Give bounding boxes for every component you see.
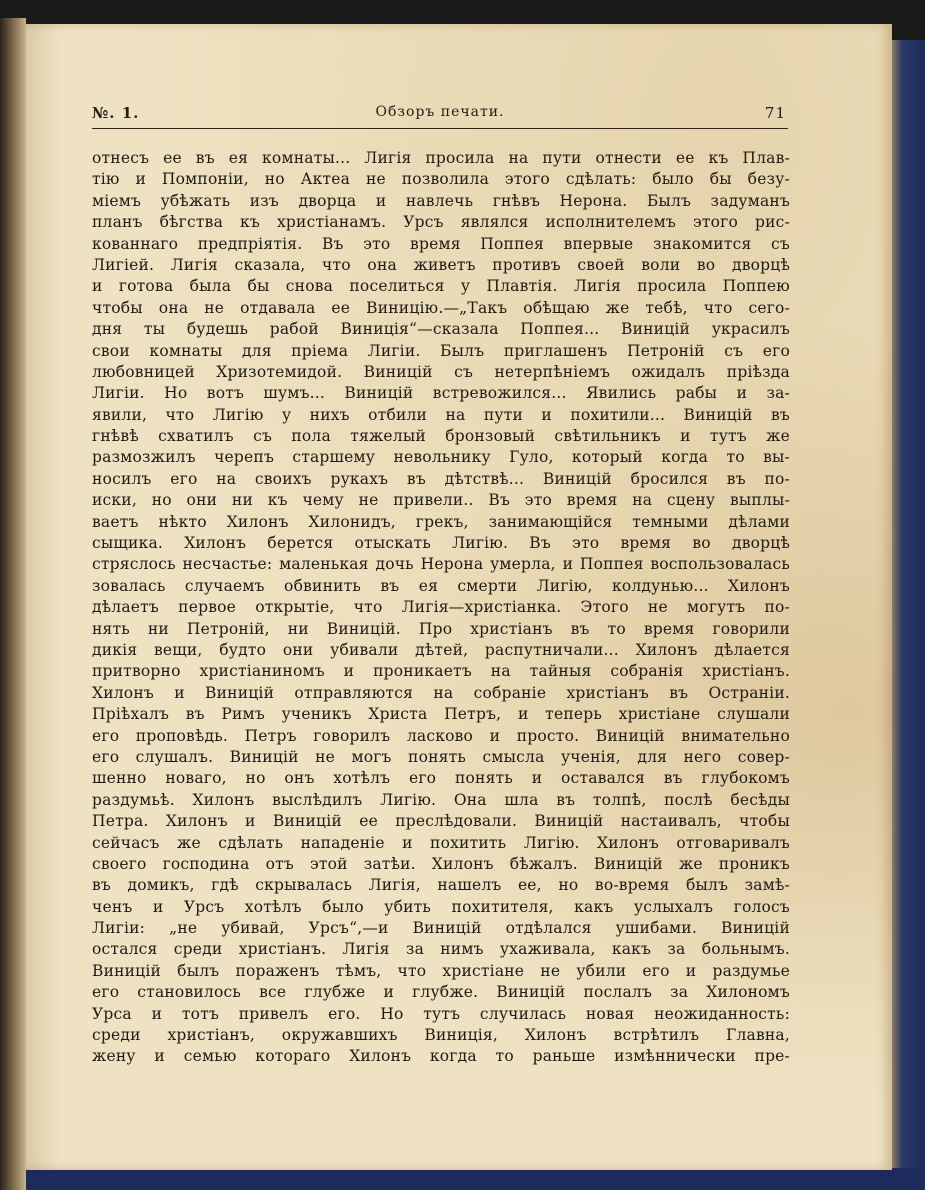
issue-number: №. 1. [92, 104, 140, 122]
section-title: Обзоръ печати. [375, 104, 505, 120]
text-line: среди христіанъ, окружавшихъ Виниція, Хилонъ встрѣтилъ Главна, [92, 1026, 790, 1045]
text-line: въ домикъ, гдѣ скрывалась Лигія, нашелъ ее, но во-время былъ замѣ- [92, 876, 790, 895]
text-line: носилъ его на своихъ рукахъ въ дѣтствѣ... Виницій бросился въ по- [92, 469, 790, 488]
text-line: кованнаго предпріятія. Въ это время Поппея впервые знакомится съ [92, 234, 790, 253]
text-line: ваетъ нѣкто Хилонъ Хилонидъ, грекъ, занимающійся темными дѣлами [92, 512, 790, 531]
text-line: стряслось несчастье: маленькая дочь Нерона умерла, и Поппея воспользовалась [92, 555, 790, 574]
text-line: его слушалъ. Виницій не могъ понять смысла ученія, для него совер- [92, 747, 790, 766]
text-line: своего господина отъ этой затѣи. Хилонъ бѣжалъ. Виницій же проникъ [92, 854, 790, 873]
text-line: притворно христіаниномъ и проникаетъ на тайныя собранія христіанъ. [92, 662, 790, 681]
text-line: и готова была бы снова поселиться у Плавтія. Лигія просила Поппею [92, 277, 790, 296]
text-line: зовалась случаемъ обвинить въ ея смерти Лигію, колдунью... Хилонъ [92, 576, 790, 595]
page-number: 71 [764, 104, 786, 122]
book-cover-bottom [26, 1168, 925, 1190]
text-line: сейчасъ же сдѣлать нападеніе и похитить Лигію. Хилонъ отговаривалъ [92, 833, 790, 852]
text-line: Лигіи. Но вотъ шумъ... Виницій встревожился... Явились рабы и за- [92, 384, 790, 403]
text-line: дикія вещи, будто они убивали дѣтей, распутничали... Хилонъ дѣлается [92, 640, 790, 659]
book-cover-edge [887, 40, 925, 1190]
text-line: шенно новаго, но онъ хотѣлъ его понять и оставался въ глубокомъ [92, 769, 790, 788]
text-line: раздумьѣ. Хилонъ выслѣдилъ Лигію. Она шла въ толпѣ, послѣ бесѣды [92, 790, 790, 809]
text-line: дѣлаетъ первое открытіе, что Лигія—христіанка. Этого не могутъ по- [92, 598, 790, 617]
text-line: остался среди христіанъ. Лигія за нимъ ухаживала, какъ за больнымъ. [92, 940, 790, 959]
text-line: любовницей Хризотемидой. Виницій съ нетерпѣніемъ ожидалъ пріѣзда [92, 362, 790, 381]
text-line: чтобы она не отдавала ее Виницію.—„Такъ обѣщаю же тебѣ, что сего- [92, 298, 790, 317]
text-line: явили, что Лигію у нихъ отбили на пути и похитили... Виницій въ [92, 405, 790, 424]
text-line: Лигіей. Лигія сказала, что она живетъ противъ своей воли во дворцѣ [92, 255, 790, 274]
text-line: нять ни Петроній, ни Виницій. Про христіанъ въ то время говорили [92, 619, 790, 638]
text-line: планъ бѣгства къ христіанамъ. Урсъ являлся исполнителемъ этого рис- [92, 213, 790, 232]
body-text [92, 148, 790, 1068]
text-line: гнѣвѣ схватилъ съ пола тяжелый бронзовый свѣтильникъ и тутъ же [92, 427, 790, 446]
text-line: размозжилъ черепъ старшему невольнику Гуло, который когда то вы- [92, 448, 790, 467]
text-line: Хилонъ и Виницій отправляются на собраніе христіанъ въ Остраніи. [92, 683, 790, 702]
text-line: Виницій былъ пораженъ тѣмъ, что христіане не убили его и раздумье [92, 961, 790, 980]
text-line: жену и семью котораго Хилонъ когда то раньше измѣннически пре- [92, 1047, 790, 1066]
text-line: Петра. Хилонъ и Виницій ее преслѣдовали. Виницій настаивалъ, чтобы [92, 812, 790, 831]
text-line: отнесъ ее въ ея комнаты... Лигія просила на пути отнести ее къ Плав- [92, 149, 790, 167]
text-line: тію и Помпоніи, но Актеа не позволила этого сдѣлать: было бы безу- [92, 170, 790, 189]
text-line: свои комнаты для пріема Лигіи. Былъ приглашенъ Петроній съ его [92, 341, 790, 360]
text-line: сыщика. Хилонъ берется отыскать Лигію. Въ это время во дворцѣ [92, 534, 790, 553]
running-header [92, 104, 788, 129]
text-line: его становилось все глубже и глубже. Виницій послалъ за Хилономъ [92, 983, 790, 1002]
text-line: Пріѣхалъ въ Римъ ученикъ Христа Петръ, и теперь христіане слушали [92, 705, 790, 724]
text-line: иски, но они ни къ чему не привели.. Въ это время на сцену выплы- [92, 491, 790, 510]
text-line: дня ты будешь рабой Виниція“—сказала Поппея... Виницій украсилъ [92, 320, 790, 339]
text-line: его проповѣдь. Петръ говорилъ ласково и просто. Виницій внимательно [92, 726, 790, 745]
book-spine [0, 18, 26, 1190]
text-line: міемъ убѣжать изъ дворца и навлечь гнѣвъ Нерона. Былъ задуманъ [92, 191, 790, 210]
text-line: Урса и тотъ привелъ его. Но тутъ случилась новая неожиданность: [92, 1004, 790, 1023]
text-line: ченъ и Урсъ хотѣлъ было убить похитителя, какъ услыхалъ голосъ [92, 897, 790, 916]
text-line: Лигіи: „не убивай, Урсъ“,—и Виницій отдѣлался ушибами. Виницій [92, 919, 790, 938]
